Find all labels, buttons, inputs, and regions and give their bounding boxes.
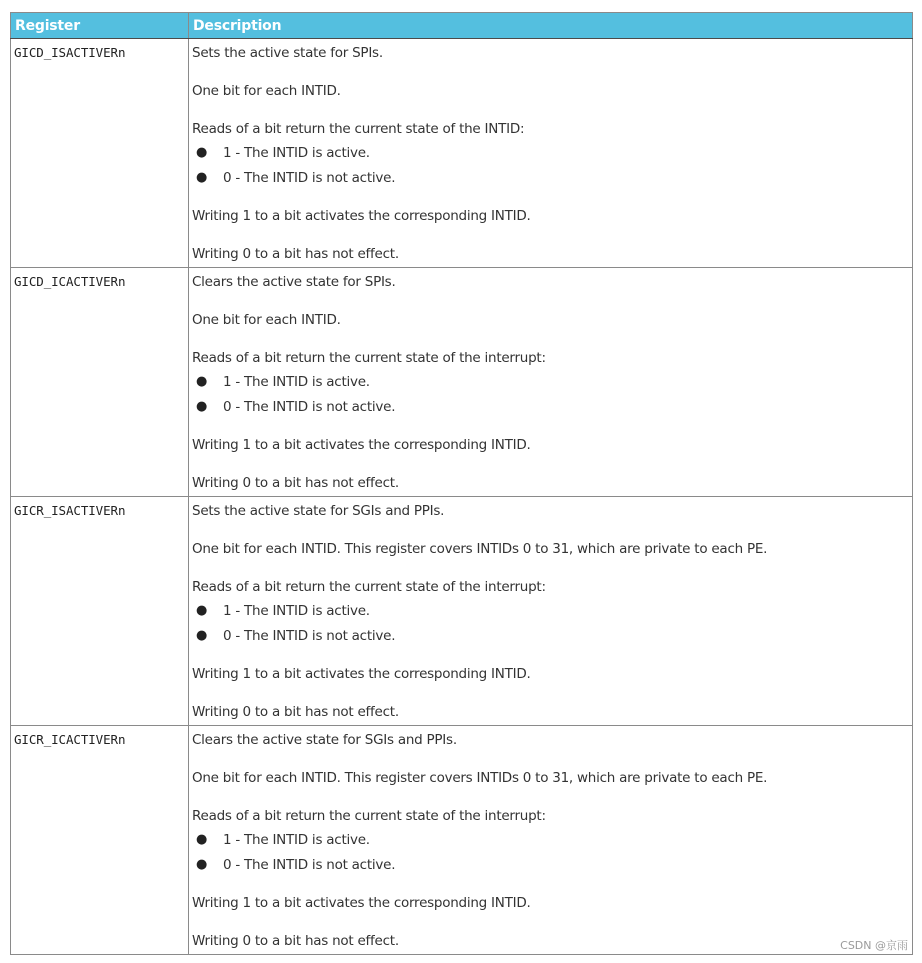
description-write1: Writing 1 to a bit activates the corresponding INTID. — [192, 666, 531, 682]
bullet-icon: ● — [196, 857, 208, 872]
bullet-text: 1 - The INTID is active. — [223, 145, 370, 161]
description-write1: Writing 1 to a bit activates the corresponding INTID. — [192, 437, 531, 453]
table-row — [11, 39, 913, 268]
description-summary: Clears the active state for SPIs. — [192, 274, 396, 290]
register-cell — [11, 726, 189, 955]
list-item — [192, 143, 912, 168]
description-reads: Reads of a bit return the current state of the interrupt: — [192, 350, 546, 366]
register-name: GICD_ICACTIVERn — [14, 274, 126, 289]
register-cell — [11, 497, 189, 726]
bullet-text: 0 - The INTID is not active. — [223, 170, 396, 186]
description-reads: Reads of a bit return the current state of the interrupt: — [192, 579, 546, 595]
description-write0: Writing 0 to a bit has not effect. — [192, 246, 399, 262]
register-cell — [11, 268, 189, 497]
register-name: GICR_ISACTIVERn — [14, 503, 126, 518]
bullet-text: 1 - The INTID is active. — [223, 832, 370, 848]
register-name: GICD_ISACTIVERn — [14, 45, 126, 60]
description-reads: Reads of a bit return the current state of the INTID: — [192, 121, 525, 137]
description-write1: Writing 1 to a bit activates the corresponding INTID. — [192, 895, 531, 911]
header-register: Register — [11, 13, 189, 39]
table-row — [11, 268, 913, 497]
bullet-list — [192, 601, 912, 664]
register-table — [10, 12, 913, 955]
header-description: Description — [189, 13, 913, 39]
list-item — [192, 626, 912, 664]
bullet-text: 0 - The INTID is not active. — [223, 399, 396, 415]
bullet-icon: ● — [196, 603, 208, 618]
bullet-icon: ● — [196, 832, 208, 847]
list-item — [192, 397, 912, 435]
description-write0: Writing 0 to a bit has not effect. — [192, 475, 399, 491]
description-detail: One bit for each INTID. This register covers INTIDs 0 to 31, which are private to each PE. — [192, 770, 768, 786]
register-name: GICR_ICACTIVERn — [14, 732, 126, 747]
description-cell — [189, 726, 913, 955]
bullet-text: 0 - The INTID is not active. — [223, 628, 396, 644]
description-cell — [189, 268, 913, 497]
description-summary: Sets the active state for SGIs and PPIs. — [192, 503, 445, 519]
bullet-list — [192, 143, 912, 206]
description-write0: Writing 0 to a bit has not effect. — [192, 933, 399, 949]
bullet-list — [192, 830, 912, 893]
watermark: CSDN @京雨 — [840, 939, 908, 952]
bullet-icon: ● — [196, 145, 208, 160]
bullet-list — [192, 372, 912, 435]
description-cell — [189, 39, 913, 268]
description-detail: One bit for each INTID. — [192, 83, 341, 99]
description-reads: Reads of a bit return the current state of the interrupt: — [192, 808, 546, 824]
table-row — [11, 726, 913, 955]
description-summary: Sets the active state for SPIs. — [192, 45, 383, 61]
description-write0: Writing 0 to a bit has not effect. — [192, 704, 399, 720]
description-detail: One bit for each INTID. — [192, 312, 341, 328]
bullet-icon: ● — [196, 170, 208, 185]
bullet-icon: ● — [196, 399, 208, 414]
description-summary: Clears the active state for SGIs and PPIs. — [192, 732, 457, 748]
bullet-icon: ● — [196, 628, 208, 643]
table-row — [11, 497, 913, 726]
list-item — [192, 855, 912, 893]
description-write1: Writing 1 to a bit activates the corresponding INTID. — [192, 208, 531, 224]
description-cell — [189, 497, 913, 726]
list-item — [192, 372, 912, 397]
bullet-icon: ● — [196, 374, 208, 389]
table-header-row — [11, 13, 913, 39]
bullet-text: 1 - The INTID is active. — [223, 374, 370, 390]
register-cell — [11, 39, 189, 268]
bullet-text: 0 - The INTID is not active. — [223, 857, 396, 873]
list-item — [192, 168, 912, 206]
bullet-text: 1 - The INTID is active. — [223, 603, 370, 619]
list-item — [192, 830, 912, 855]
description-detail: One bit for each INTID. This register covers INTIDs 0 to 31, which are private to each PE. — [192, 541, 768, 557]
list-item — [192, 601, 912, 626]
